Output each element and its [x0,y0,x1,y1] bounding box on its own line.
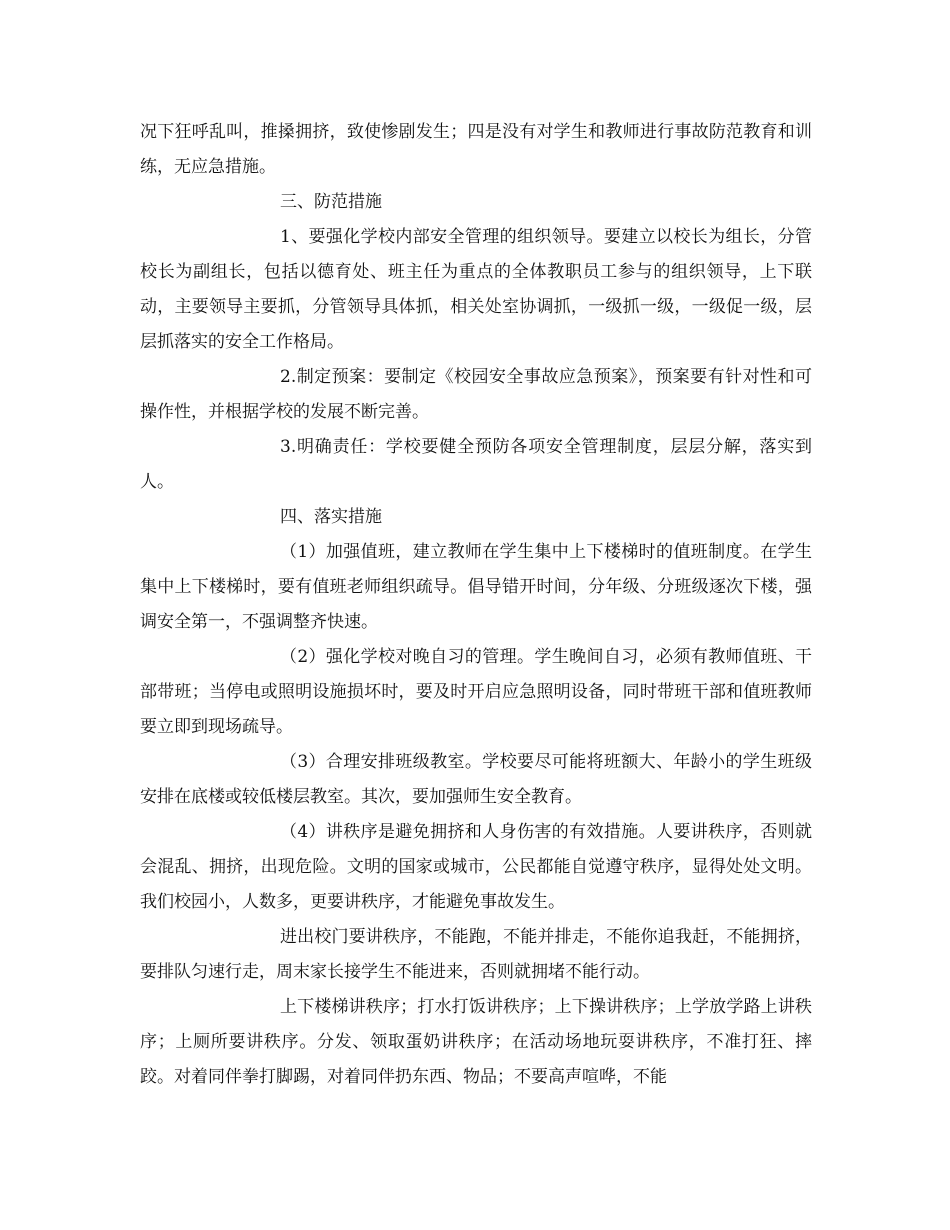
paragraph-evening-study: （2）强化学校对晚自习的管理。学生晚间自习，必须有教师值班、干部带班；当停电或照明设施损坏时，要及时开启应急照明设备，同时带班干部和值班教师要立即到现场疏导。 [140,647,812,737]
paragraph-leadership: 1、要强化学校内部安全管理的组织领导。要建立以校长为组长，分管校长为副组长，包括以德育处、班主任为重点的全体教职员工参与的组织领导，上下联动，主要领导主要抓，分管领导具体抓，相关处室协调抓，一级抓一级，一级促一级，层层抓落实的安全工作格局。 [140,227,812,352]
paragraph-order: （4）讲秩序是避免拥挤和人身伤害的有效措施。人要讲秩序，否则就会混乱、拥挤，出现危险。文明的国家或城市，公民都能自觉遵守秩序，显得处处文明。我们校园小，人数多，更要讲秩序，才能避免事故发生。 [140,822,812,912]
section-heading-implementation: 四、落实措施 [280,507,382,527]
section-heading-prevention: 三、防范措施 [280,192,382,212]
paragraph-stairs-order: 上下楼梯讲秩序；打水打饭讲秩序；上下操讲秩序；上学放学路上讲秩序；上厕所要讲秩序。分发、领取蛋奶讲秩序；在活动场地玩耍讲秩序，不准打狂、摔跤。对着同伴拳打脚踢，对着同伴扔东西、物品；不要高声喧哗，不能 [140,997,812,1087]
paragraph-duty: （1）加强值班，建立教师在学生集中上下楼梯时的值班制度。在学生集中上下楼梯时，要有值班老师组织疏导。倡导错开时间，分年级、分班级逐次下楼，强调安全第一，不强调整齐快速。 [140,542,812,632]
paragraph-school-gate: 进出校门要讲秩序，不能跑，不能并排走，不能你追我赶，不能拥挤，要排队匀速行走，周末家长接学生不能进来，否则就拥堵不能行动。 [140,927,812,982]
paragraph-contingency-plan: 2.制定预案：要制定《校园安全事故应急预案》，预案要有针对性和可操作性，并根据学校的发展不断完善。 [140,367,812,422]
document-body [140,115,812,1095]
paragraph-responsibility: 3.明确责任：学校要健全预防各项安全管理制度，层层分解，落实到人。 [140,437,812,492]
paragraph-continuation: 况下狂呼乱叫，推搡拥挤，致使惨剧发生；四是没有对学生和教师进行事故防范教育和训练，无应急措施。 [140,122,812,177]
paragraph-classroom-arrangement: （3）合理安排班级教室。学校要尽可能将班额大、年龄小的学生班级安排在底楼或较低楼层教室。其次，要加强师生安全教育。 [140,752,812,807]
